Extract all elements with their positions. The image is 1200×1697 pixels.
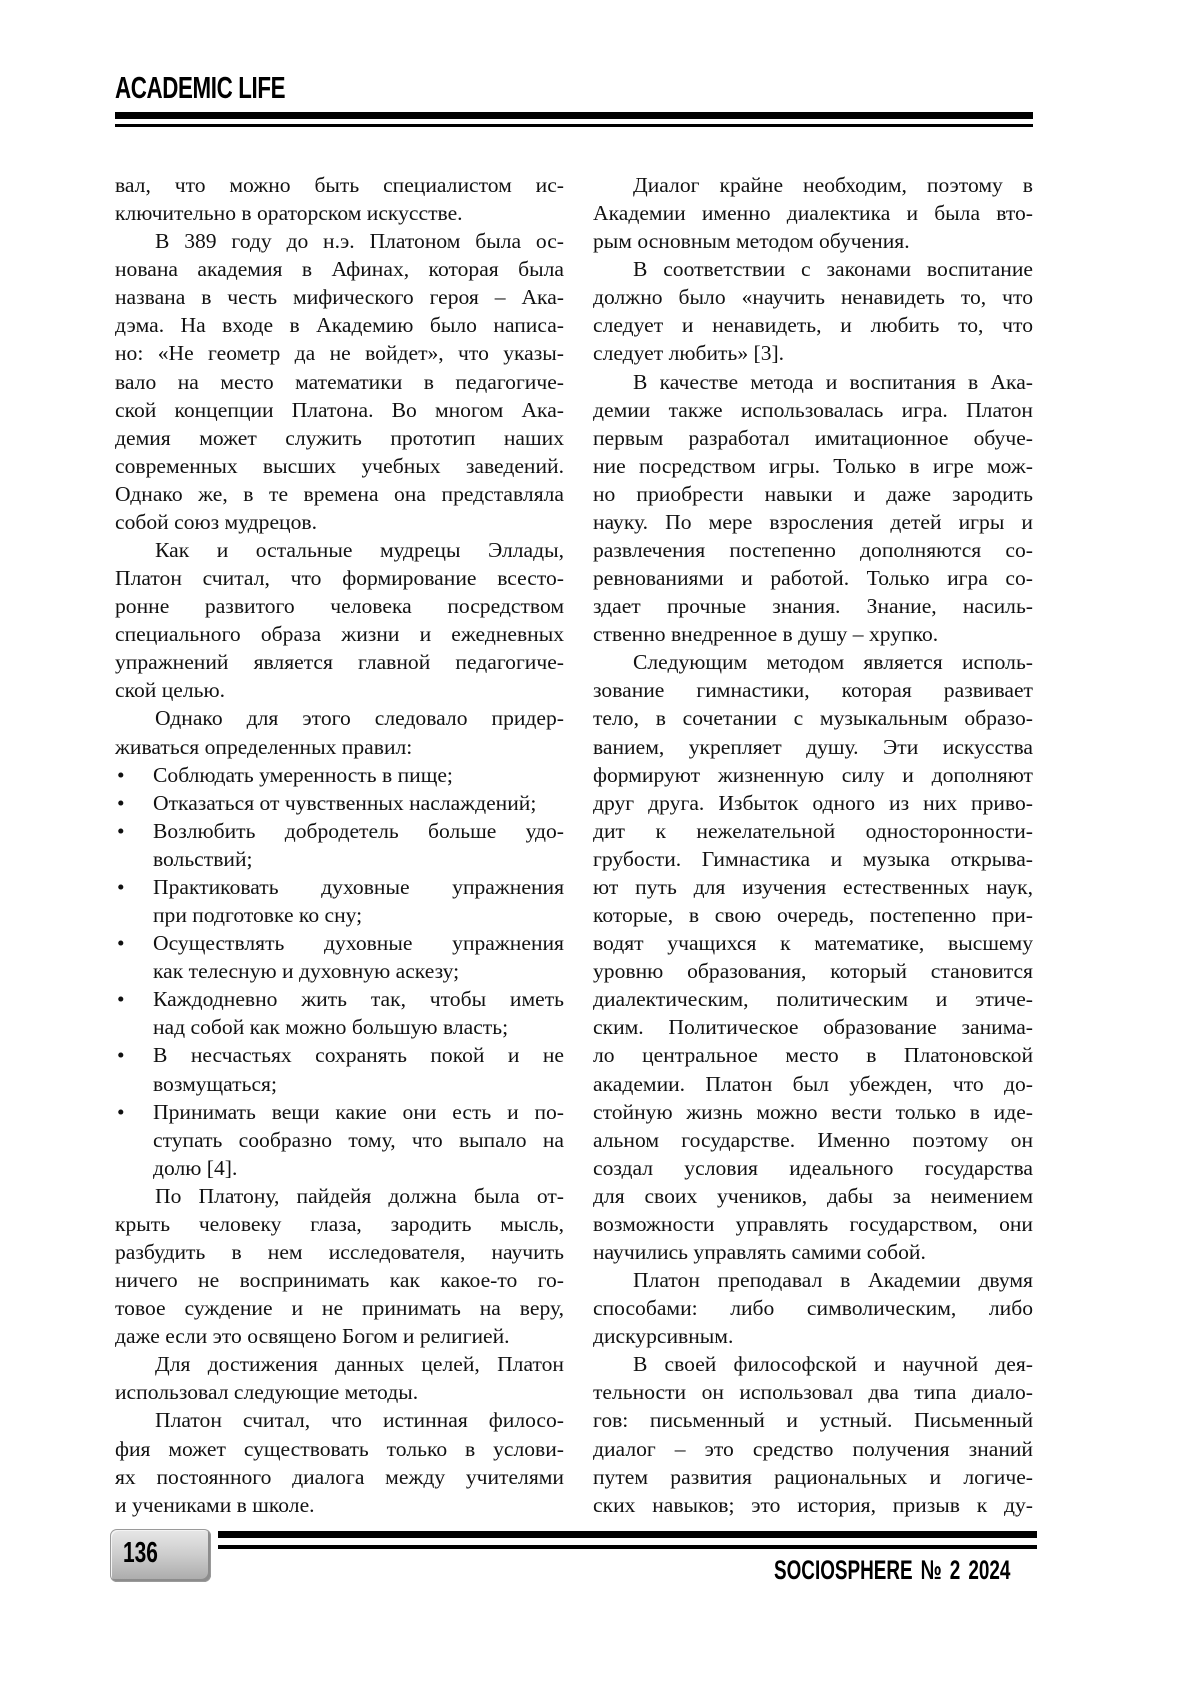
text-line xyxy=(115,817,564,845)
text-line xyxy=(593,199,1033,227)
text-line xyxy=(115,620,564,648)
line-text: дискурсивным. xyxy=(593,1322,733,1350)
line-text: водят учащихся к математике, высшему xyxy=(593,929,1033,957)
line-text: Диалог крайне необходим, поэтому в xyxy=(633,171,1033,199)
line-text: вал, что можно быть специалистом ис- xyxy=(115,171,564,199)
line-text: Возлюбить добродетель больше удо- xyxy=(153,817,564,845)
line-text: способами: либо символическим, либо xyxy=(593,1294,1033,1322)
text-line xyxy=(593,255,1033,283)
bullet-item xyxy=(115,817,564,873)
line-text: первым разработал имитационное обуче- xyxy=(593,424,1033,452)
right-column xyxy=(593,171,1033,1519)
text-line xyxy=(115,1041,564,1069)
line-text: Однако же, в те времена она представляла xyxy=(115,480,564,508)
text-line xyxy=(115,704,564,732)
text-line xyxy=(115,1266,564,1294)
text-line xyxy=(593,817,1033,845)
text-line xyxy=(593,1041,1033,1069)
text-line xyxy=(593,1294,1033,1322)
line-text: фия может существовать только в услови- xyxy=(115,1435,564,1463)
left-column xyxy=(115,171,564,1519)
bullet-icon: • xyxy=(117,789,125,817)
line-text: нована академия в Афинах, которая была xyxy=(115,255,564,283)
line-text: Принимать вещи какие они есть и по- xyxy=(153,1098,564,1126)
text-line xyxy=(593,1463,1033,1491)
line-text: науку. По мере взросления детей игры и xyxy=(593,508,1033,536)
line-text: ственно внедренное в душу – хрупко. xyxy=(593,620,938,648)
text-line xyxy=(115,648,564,676)
text-line xyxy=(593,704,1033,732)
text-line xyxy=(593,957,1033,985)
text-line xyxy=(593,901,1033,929)
text-line xyxy=(115,592,564,620)
text-line xyxy=(115,676,564,704)
section-title: ACADEMIC LIFE xyxy=(115,72,285,104)
text-line xyxy=(593,1378,1033,1406)
line-text: при подготовке ко сну; xyxy=(153,901,362,929)
paragraph xyxy=(593,648,1033,1266)
text-line xyxy=(593,845,1033,873)
text-line xyxy=(115,452,564,480)
text-line xyxy=(115,1406,564,1434)
paragraph xyxy=(115,171,564,227)
line-text: даже если это освящено Богом и религией. xyxy=(115,1322,510,1350)
text-line xyxy=(593,564,1033,592)
text-line xyxy=(593,1098,1033,1126)
line-text: специального образа жизни и ежедневных xyxy=(115,620,564,648)
paragraph xyxy=(593,255,1033,367)
text-line xyxy=(593,648,1033,676)
paragraph xyxy=(115,1406,564,1518)
line-text: Следующим методом является исполь- xyxy=(633,648,1033,676)
text-line xyxy=(115,845,564,873)
bullet-icon: • xyxy=(117,1041,125,1069)
paragraph xyxy=(115,536,564,704)
text-line xyxy=(115,1350,564,1378)
line-text: В соответствии с законами воспитание xyxy=(633,255,1033,283)
text-line xyxy=(593,424,1033,452)
line-text: уровню образования, который становится xyxy=(593,957,1033,985)
bullet-icon: • xyxy=(117,761,125,789)
text-line xyxy=(593,1182,1033,1210)
line-text: Платон считал, что истинная филосо- xyxy=(155,1406,564,1434)
text-line xyxy=(593,789,1033,817)
text-line xyxy=(115,1126,564,1154)
page-number: 136 xyxy=(123,1538,158,1568)
line-text: гов: письменный и устный. Письменный xyxy=(593,1406,1033,1434)
line-text: ских навыков; это история, призыв к ду- xyxy=(593,1491,1033,1519)
line-text: Осуществлять духовные упражнения xyxy=(153,929,564,957)
text-line xyxy=(115,873,564,901)
header-rule-thick xyxy=(115,112,1033,119)
text-line xyxy=(115,1154,564,1182)
bullet-icon: • xyxy=(117,985,125,1013)
line-text: вало на место математики в педагогиче- xyxy=(115,368,564,396)
line-text: друг друга. Избыток одного из них приво- xyxy=(593,789,1033,817)
line-text: здает прочные знания. Знание, насиль- xyxy=(593,592,1033,620)
line-text: возможности управлять государством, они xyxy=(593,1210,1033,1238)
paragraph xyxy=(593,1266,1033,1350)
text-line xyxy=(593,452,1033,480)
text-line xyxy=(115,957,564,985)
text-line xyxy=(115,985,564,1013)
text-line xyxy=(115,761,564,789)
text-line xyxy=(115,1378,564,1406)
text-line xyxy=(115,508,564,536)
line-text: альном государстве. Именно поэтому он xyxy=(593,1126,1033,1154)
text-line xyxy=(115,789,564,817)
line-text: как телесную и духовную аскезу; xyxy=(153,957,459,985)
line-text: Для достижения данных целей, Платон xyxy=(155,1350,564,1378)
line-text: диалектическим, политическим и этиче- xyxy=(593,985,1033,1013)
line-text: ской концепции Платона. Во многом Ака- xyxy=(115,396,564,424)
text-line xyxy=(593,761,1033,789)
line-text: ях постоянного диалога между учителями xyxy=(115,1463,564,1491)
text-line xyxy=(593,676,1033,704)
line-text: товое суждение и не принимать на веру, xyxy=(115,1294,564,1322)
text-line xyxy=(115,733,564,761)
text-line xyxy=(115,171,564,199)
text-line xyxy=(115,1435,564,1463)
paragraph xyxy=(593,171,1033,255)
bullet-item xyxy=(115,761,564,789)
line-text: ние посредством игры. Только в игре мож- xyxy=(593,452,1033,480)
paragraph xyxy=(115,704,564,760)
line-text: путем развития рациональных и логиче- xyxy=(593,1463,1033,1491)
line-text: возмущаться; xyxy=(153,1070,277,1098)
text-line xyxy=(115,536,564,564)
text-line xyxy=(593,929,1033,957)
line-text: академии. Платон был убежден, что до- xyxy=(593,1070,1033,1098)
text-line xyxy=(593,536,1033,564)
text-line xyxy=(593,1070,1033,1098)
text-line xyxy=(593,620,1033,648)
text-line xyxy=(115,1294,564,1322)
text-line xyxy=(593,368,1033,396)
line-text: крыть человеку глаза, зародить мысль, xyxy=(115,1210,564,1238)
text-line xyxy=(593,1491,1033,1519)
paragraph xyxy=(593,1350,1033,1518)
line-text: В 389 году до н.э. Платоном была ос- xyxy=(155,227,564,255)
line-text: но: «Не геометр да не войдет», что указы- xyxy=(115,339,564,367)
line-text: Отказаться от чувственных наслаждений; xyxy=(153,789,536,817)
line-text: стойную жизнь можно вести только в иде- xyxy=(593,1098,1033,1126)
bullet-icon: • xyxy=(117,929,125,957)
text-line xyxy=(115,1182,564,1210)
line-text: использовал следующие методы. xyxy=(115,1378,418,1406)
text-line xyxy=(115,424,564,452)
text-line xyxy=(115,1210,564,1238)
line-text: дит к нежелательной односторонности- xyxy=(593,817,1033,845)
text-line xyxy=(115,1463,564,1491)
line-text: диалог – это средство получения знаний xyxy=(593,1435,1033,1463)
line-text: По Платону, пайдейя должна была от- xyxy=(155,1182,564,1210)
text-line xyxy=(593,1350,1033,1378)
bullet-icon: • xyxy=(117,873,125,901)
text-line xyxy=(593,339,1033,367)
text-line xyxy=(115,339,564,367)
line-text: живаться определенных правил: xyxy=(115,733,412,761)
paragraph xyxy=(115,1182,564,1350)
text-line xyxy=(115,929,564,957)
text-line xyxy=(593,227,1033,255)
text-line xyxy=(593,1266,1033,1294)
line-text: над собой как можно большую власть; xyxy=(153,1013,508,1041)
text-line xyxy=(115,283,564,311)
line-text: но приобрести навыки и даже зародить xyxy=(593,480,1033,508)
line-text: ревнованиями и работой. Только игра со- xyxy=(593,564,1033,592)
text-line xyxy=(593,1126,1033,1154)
line-text: ронне развитого человека посредством xyxy=(115,592,564,620)
journal-issue: SOCIOSPHERE № 2 2024 xyxy=(774,1556,1010,1584)
text-line xyxy=(115,1070,564,1098)
line-text: Каждодневно жить так, чтобы иметь xyxy=(153,985,564,1013)
line-text: названа в честь мифического героя – Ака- xyxy=(115,283,564,311)
text-line xyxy=(593,733,1033,761)
text-line xyxy=(593,1238,1033,1266)
line-text: Академии именно диалектика и была вто- xyxy=(593,199,1033,227)
line-text: собой союз мудрецов. xyxy=(115,508,317,536)
line-text: следует любить» [3]. xyxy=(593,339,784,367)
line-text: Платон преподавал в Академии двумя xyxy=(633,1266,1033,1294)
line-text: современных высших учебных заведений. xyxy=(115,452,564,480)
line-text: Как и остальные мудрецы Эллады, xyxy=(155,536,564,564)
line-text: разбудить в нем исследователя, научить xyxy=(115,1238,564,1266)
bullet-item xyxy=(115,985,564,1041)
line-text: Однако для этого следовало придер- xyxy=(155,704,564,732)
line-text: научились управлять самими собой. xyxy=(593,1238,926,1266)
line-text: рым основным методом обучения. xyxy=(593,227,910,255)
text-line xyxy=(115,1322,564,1350)
line-text: следует и ненавидеть, и любить то, что xyxy=(593,311,1033,339)
line-text: ключительно в ораторском искусстве. xyxy=(115,199,463,227)
line-text: ванием, укрепляет душу. Эти искусства xyxy=(593,733,1033,761)
line-text: ло центральное место в Платоновской xyxy=(593,1041,1033,1069)
bullet-item xyxy=(115,1098,564,1182)
line-text: ничего не воспринимать как какое-то го- xyxy=(115,1266,564,1294)
line-text: В несчастьях сохранять покой и не xyxy=(153,1041,564,1069)
line-text: демии также использовалась игра. Платон xyxy=(593,396,1033,424)
text-line xyxy=(115,564,564,592)
line-text: формируют жизненную силу и дополняют xyxy=(593,761,1033,789)
line-text: Практиковать духовные упражнения xyxy=(153,873,564,901)
line-text: демия может служить прототип наших xyxy=(115,424,564,452)
line-text: ступать сообразно тому, что выпало на xyxy=(153,1126,564,1154)
line-text: которые, в свою очередь, постепенно при- xyxy=(593,901,1033,929)
line-text: грубости. Гимнастика и музыка открыва- xyxy=(593,845,1033,873)
line-text: ской целью. xyxy=(115,676,225,704)
line-text: для своих учеников, дабы за неимением xyxy=(593,1182,1033,1210)
text-line xyxy=(115,311,564,339)
text-line xyxy=(593,873,1033,901)
text-line xyxy=(593,1210,1033,1238)
line-text: создал условия идеального государства xyxy=(593,1154,1033,1182)
line-text: вольствий; xyxy=(153,845,253,873)
paragraph xyxy=(115,1350,564,1406)
line-text: тело, в сочетании с музыкальным образо- xyxy=(593,704,1033,732)
text-line xyxy=(115,480,564,508)
line-text: Соблюдать умеренность в пище; xyxy=(153,761,453,789)
text-line xyxy=(593,1013,1033,1041)
text-line xyxy=(115,901,564,929)
line-text: и учениками в школе. xyxy=(115,1491,315,1519)
line-text: Платон считал, что формирование всесто- xyxy=(115,564,564,592)
text-line xyxy=(115,1238,564,1266)
text-line xyxy=(115,227,564,255)
text-line xyxy=(593,283,1033,311)
line-text: развлечения постепенно дополняются со- xyxy=(593,536,1033,564)
text-line xyxy=(115,1098,564,1126)
line-text: долю [4]. xyxy=(153,1154,237,1182)
bullet-item xyxy=(115,873,564,929)
footer-rule-thick xyxy=(218,1531,1037,1538)
paragraph xyxy=(593,368,1033,649)
text-line xyxy=(593,1406,1033,1434)
line-text: ют путь для изучения естественных наук, xyxy=(593,873,1033,901)
text-line xyxy=(593,396,1033,424)
bullet-icon: • xyxy=(117,1098,125,1126)
bullet-item xyxy=(115,929,564,985)
paragraph xyxy=(115,227,564,536)
text-line xyxy=(593,171,1033,199)
text-line xyxy=(115,255,564,283)
line-text: В качестве метода и воспитания в Ака- xyxy=(633,368,1033,396)
text-line xyxy=(593,592,1033,620)
line-text: зование гимнастики, которая развивает xyxy=(593,676,1033,704)
text-line xyxy=(593,1435,1033,1463)
text-line xyxy=(115,199,564,227)
text-line xyxy=(593,311,1033,339)
text-line xyxy=(593,1154,1033,1182)
line-text: тельности он использовал два типа диало- xyxy=(593,1378,1033,1406)
text-line xyxy=(593,508,1033,536)
line-text: дэма. На входе в Академию было написа- xyxy=(115,311,564,339)
text-line xyxy=(593,1322,1033,1350)
text-line xyxy=(115,368,564,396)
line-text: ским. Политическое образование занима- xyxy=(593,1013,1033,1041)
bullet-icon: • xyxy=(117,817,125,845)
header-rule-thin xyxy=(115,124,1033,127)
text-line xyxy=(593,480,1033,508)
line-text: В своей философской и научной дея- xyxy=(633,1350,1033,1378)
text-line xyxy=(115,1491,564,1519)
text-line xyxy=(115,1013,564,1041)
line-text: упражнений является главной педагогиче- xyxy=(115,648,564,676)
page-number-badge xyxy=(110,1529,211,1582)
bullet-item xyxy=(115,789,564,817)
bullet-item xyxy=(115,1041,564,1097)
text-line xyxy=(593,985,1033,1013)
line-text: должно было «научить ненавидеть то, что xyxy=(593,283,1033,311)
text-line xyxy=(115,396,564,424)
footer-rule-thin xyxy=(218,1545,1037,1549)
